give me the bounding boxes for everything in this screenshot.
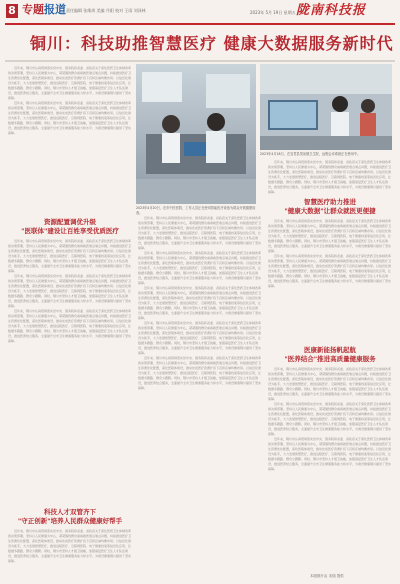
body-4b: 近年来，铜川市认真贯彻落实党中央、国务院和省委、省政府关于深化医药卫生体制改革的决策部署，坚持以人民健康为中心，紧紧围绕群众看病就医难点堵点问题，持续推进医疗卫生资源优化配置，深化医联体建设，推动优质医疗资源扩容下沉和区域均衡布局。以信息化建设为抓手，大力发展智慧医疗，推进远程医疗、互联网医院、电子健康档案等信息化应用，让数据多跑路、群众少跑腿。同时，铜川市坚持人才强卫战略，加强基层医疗卫生人才队伍建设，推进医养结合服务，全面提升全市卫生健康服务能力和水平，为建设健康铜川提供了坚实保障。 (268, 402, 392, 436)
body-2d: 近年来，铜川市认真贯彻落实党中央、国务院和省委、省政府关于深化医药卫生体制改革的决策部署，坚持以人民健康为中心，紧紧围绕群众看病就医难点堵点问题，持续推进医疗卫生资源优化配置，深化医联体建设，推动优质医疗资源扩容下沉和区域均衡布局。以信息化建设为抓手，大力发展智慧医疗，推进远程医疗、互联网医院、电子健康档案等信息化应用，让数据多跑路、群众少跑腿。同时，铜川市坚持人才强卫战略，加强基层医疗卫生人才队伍建设，推进医养结合服务，全面提升全市卫生健康服务能力和水平，为建设健康铜川提供了坚实保障。 (138, 321, 262, 355)
headline-rule (5, 60, 395, 62)
subhead-2: 智慧医疗助力推进 "健康大数据"让群众就医更便捷 (284, 198, 376, 215)
intro-column (8, 66, 132, 216)
clinic-photo (260, 64, 392, 150)
section-name: 专题 (22, 3, 44, 16)
body-1c: 近年来，铜川市认真贯彻落实党中央、国务院和省委、省政府关于深化医药卫生体制改革的决策部署，坚持以人民健康为中心，紧紧围绕群众看病就医难点堵点问题，持续推进医疗卫生资源优化配置，深化医联体建设，推动优质医疗资源扩容下沉和区域均衡布局。以信息化建设为抓手，大力发展智慧医疗，推进远程医疗、互联网医院、电子健康档案等信息化应用，让数据多跑路、群众少跑腿。同时，铜川市坚持人才强卫战略，加强基层医疗卫生人才队伍建设，推进医养结合服务，全面提升全市卫生健康服务能力和水平，为建设健康铜川提供了坚实保障。 (8, 309, 132, 343)
body-1b: 近年来，铜川市认真贯彻落实党中央、国务院和省委、省政府关于深化医药卫生体制改革的决策部署，坚持以人民健康为中心，紧紧围绕群众看病就医难点堵点问题，持续推进医疗卫生资源优化配置，深化医联体建设，推动优质医疗资源扩容下沉和区域均衡布局。以信息化建设为抓手，大力发展智慧医疗，推进远程医疗、互联网医院、电子健康档案等信息化应用，让数据多跑路、群众少跑腿。同时，铜川市坚持人才强卫战略，加强基层医疗卫生人才队伍建设，推进医养结合服务，全面提升全市卫生健康服务能力和水平，为建设健康铜川提供了坚实保障。 (8, 274, 132, 308)
body-1a: 近年来，铜川市认真贯彻落实党中央、国务院和省委、省政府关于深化医药卫生体制改革的决策部署，坚持以人民健康为中心，紧紧围绕群众看病就医难点堵点问题，持续推进医疗卫生资源优化配置，深化医联体建设，推动优质医疗资源扩容下沉和区域均衡布局。以信息化建设为抓手，大力发展智慧医疗，推进远程医疗、互联网医院、电子健康档案等信息化应用，让数据多跑路、群众少跑腿。同时，铜川市坚持人才强卫战略，加强基层医疗卫生人才队伍建设，推进医养结合服务，全面提升全市卫生健康服务能力和水平，为建设健康铜川提供了坚实保障。 (8, 239, 132, 273)
column-2 (138, 216, 262, 572)
page-number: 8 (6, 4, 18, 18)
column-1-bottom (8, 508, 132, 574)
column-1 (8, 218, 132, 508)
photo-caption-2: 2023年4月18日，在宜君县哭泉镇卫生院，远程会诊系统正在使用中。 (260, 152, 361, 156)
section-title (22, 3, 66, 17)
issue-date: 2023年 5月 19日 星期五 (250, 10, 296, 15)
subhead-4: 医康新能扬帆起航 "医养结合"推进高质量健康服务 (284, 346, 376, 363)
editor-info: 责任编辑 张维周 美编 丹阳 校对 王雨 刘泽林 (66, 8, 146, 13)
subhead-3: 科技人才双管齐下 "守正创新"培养人民群众健康好帮手 (17, 508, 123, 525)
masthead-bar (0, 0, 400, 22)
photo-caption-1: 2023年4月20日，在市中医医院，工作人员正在使用智能医疗设备为群众开展健康检查。 (136, 206, 256, 215)
body-2b: 近年来，铜川市认真贯彻落实党中央、国务院和省委、省政府关于深化医药卫生体制改革的决策部署，坚持以人民健康为中心，紧紧围绕群众看病就医难点堵点问题，持续推进医疗卫生资源优化配置，深化医联体建设，推动优质医疗资源扩容下沉和区域均衡布局。以信息化建设为抓手，大力发展智慧医疗，推进远程医疗、互联网医院、电子健康档案等信息化应用，让数据多跑路、群众少跑腿。同时，铜川市坚持人才强卫战略，加强基层医疗卫生人才队伍建设，推进医养结合服务，全面提升全市卫生健康服务能力和水平，为建设健康铜川提供了坚实保障。 (138, 251, 262, 285)
subhead-1: 资源配置调优升级 "医联体"建设让百姓享受优质医疗 (21, 218, 119, 235)
body-3-intro: 近年来，铜川市认真贯彻落实党中央、国务院和省委、省政府关于深化医药卫生体制改革的决策部署，坚持以人民健康为中心，紧紧围绕群众看病就医难点堵点问题，持续推进医疗卫生资源优化配置，深化医联体建设，推动优质医疗资源扩容下沉和区域均衡布局。以信息化建设为抓手，大力发展智慧医疗，推进远程医疗、互联网医院、电子健康档案等信息化应用，让数据多跑路、群众少跑腿。同时，铜川市坚持人才强卫战略，加强基层医疗卫生人才队伍建设，推进医养结合服务，全面提升全市卫生健康服务能力和水平，为建设健康铜川提供了坚实保障。 (268, 160, 392, 194)
header-rule (5, 23, 395, 25)
section-accent: 报道 (44, 3, 66, 16)
body-2c: 近年来，铜川市认真贯彻落实党中央、国务院和省委、省政府关于深化医药卫生体制改革的决策部署，坚持以人民健康为中心，紧紧围绕群众看病就医难点堵点问题，持续推进医疗卫生资源优化配置，深化医联体建设，推动优质医疗资源扩容下沉和区域均衡布局。以信息化建设为抓手，大力发展智慧医疗，推进远程医疗、互联网医院、电子健康档案等信息化应用，让数据多跑路、群众少跑腿。同时，铜川市坚持人才强卫战略，加强基层医疗卫生人才队伍建设，推进医养结合服务，全面提升全市卫生健康服务能力和水平，为建设健康铜川提供了坚实保障。 (138, 286, 262, 320)
body-3b: 近年来，铜川市认真贯彻落实党中央、国务院和省委、省政府关于深化医药卫生体制改革的决策部署，坚持以人民健康为中心，紧紧围绕群众看病就医难点堵点问题，持续推进医疗卫生资源优化配置，深化医联体建设，推动优质医疗资源扩容下沉和区域均衡布局。以信息化建设为抓手，大力发展智慧医疗，推进远程医疗、互联网医院、电子健康档案等信息化应用，让数据多跑路、群众少跑腿。同时，铜川市坚持人才强卫战略，加强基层医疗卫生人才队伍建设，推进医养结合服务，全面提升全市卫生健康服务能力和水平，为建设健康铜川提供了坚实保障。 (268, 219, 392, 253)
intro-text-2: 近年来，铜川市认真贯彻落实党中央、国务院和省委、省政府关于深化医药卫生体制改革的决策部署，坚持以人民健康为中心，紧紧围绕群众看病就医难点堵点问题，持续推进医疗卫生资源优化配置，深化医联体建设，推动优质医疗资源扩容下沉和区域均衡布局。以信息化建设为抓手，大力发展智慧医疗，推进远程医疗、互联网医院、电子健康档案等信息化应用，让数据多跑路、群众少跑腿。同时，铜川市坚持人才强卫战略，加强基层医疗卫生人才队伍建设，推进医养结合服务，全面提升全市卫生健康服务能力和水平，为建设健康铜川提供了坚实保障。 (8, 101, 132, 135)
body-2a: 近年来，铜川市认真贯彻落实党中央、国务院和省委、省政府关于深化医药卫生体制改革的决策部署，坚持以人民健康为中心，紧紧围绕群众看病就医难点堵点问题，持续推进医疗卫生资源优化配置，深化医联体建设，推动优质医疗资源扩容下沉和区域均衡布局。以信息化建设为抓手，大力发展智慧医疗，推进远程医疗、互联网医院、电子健康档案等信息化应用，让数据多跑路、群众少跑腿。同时，铜川市坚持人才强卫战略，加强基层医疗卫生人才队伍建设，推进医养结合服务，全面提升全市卫生健康服务能力和水平，为建设健康铜川提供了坚实保障。 (138, 216, 262, 250)
column-3 (268, 160, 392, 346)
body-3a: 近年来，铜川市认真贯彻落实党中央、国务院和省委、省政府关于深化医药卫生体制改革的决策部署，坚持以人民健康为中心，紧紧围绕群众看病就医难点堵点问题，持续推进医疗卫生资源优化配置，深化医联体建设，推动优质医疗资源扩容下沉和区域均衡布局。以信息化建设为抓手，大力发展智慧医疗，推进远程医疗、互联网医院、电子健康档案等信息化应用，让数据多跑路、群众少跑腿。同时，铜川市坚持人才强卫战略，加强基层医疗卫生人才队伍建设，推进医养结合服务，全面提升全市卫生健康服务能力和水平，为建设健康铜川提供了坚实保障。 (8, 529, 132, 563)
body-2e: 近年来，铜川市认真贯彻落实党中央、国务院和省委、省政府关于深化医药卫生体制改革的决策部署，坚持以人民健康为中心，紧紧围绕群众看病就医难点堵点问题，持续推进医疗卫生资源优化配置，深化医联体建设，推动优质医疗资源扩容下沉和区域均衡布局。以信息化建设为抓手，大力发展智慧医疗，推进远程医疗、互联网医院、电子健康档案等信息化应用，让数据多跑路、群众少跑腿。同时，铜川市坚持人才强卫战略，加强基层医疗卫生人才队伍建设，推进医养结合服务，全面提升全市卫生健康服务能力和水平，为建设健康铜川提供了坚实保障。 (138, 356, 262, 390)
headline: 铜川：科技助推智慧医疗 健康大数据服务新时代 (30, 34, 394, 53)
photo-credit: 本版图片由 宋瑞 提供 (310, 574, 344, 578)
intro-text: 近年来，铜川市认真贯彻落实党中央、国务院和省委、省政府关于深化医药卫生体制改革的决策部署，坚持以人民健康为中心，紧紧围绕群众看病就医难点堵点问题，持续推进医疗卫生资源优化配置，深化医联体建设，推动优质医疗资源扩容下沉和区域均衡布局。以信息化建设为抓手，大力发展智慧医疗，推进远程医疗、互联网医院、电子健康档案等信息化应用，让数据多跑路、群众少跑腿。同时，铜川市坚持人才强卫战略，加强基层医疗卫生人才队伍建设，推进医养结合服务，全面提升全市卫生健康服务能力和水平，为建设健康铜川提供了坚实保障。 (8, 66, 132, 100)
newspaper-masthead: 陇南科技报 (296, 3, 367, 18)
body-3c: 近年来，铜川市认真贯彻落实党中央、国务院和省委、省政府关于深化医药卫生体制改革的决策部署，坚持以人民健康为中心，紧紧围绕群众看病就医难点堵点问题，持续推进医疗卫生资源优化配置，深化医联体建设，推动优质医疗资源扩容下沉和区域均衡布局。以信息化建设为抓手，大力发展智慧医疗，推进远程医疗、互联网医院、电子健康档案等信息化应用，让数据多跑路、群众少跑腿。同时，铜川市坚持人才强卫战略，加强基层医疗卫生人才队伍建设，推进医养结合服务，全面提升全市卫生健康服务能力和水平，为建设健康铜川提供了坚实保障。 (268, 254, 392, 288)
body-4c: 近年来，铜川市认真贯彻落实党中央、国务院和省委、省政府关于深化医药卫生体制改革的决策部署，坚持以人民健康为中心，紧紧围绕群众看病就医难点堵点问题，持续推进医疗卫生资源优化配置，深化医联体建设，推动优质医疗资源扩容下沉和区域均衡布局。以信息化建设为抓手，大力发展智慧医疗，推进远程医疗、互联网医院、电子健康档案等信息化应用，让数据多跑路、群众少跑腿。同时，铜川市坚持人才强卫战略，加强基层医疗卫生人才队伍建设，推进医养结合服务，全面提升全市卫生健康服务能力和水平，为建设健康铜川提供了坚实保障。 (268, 437, 392, 471)
column-3-lower (268, 346, 392, 572)
body-4a: 近年来，铜川市认真贯彻落实党中央、国务院和省委、省政府关于深化医药卫生体制改革的决策部署，坚持以人民健康为中心，紧紧围绕群众看病就医难点堵点问题，持续推进医疗卫生资源优化配置，深化医联体建设，推动优质医疗资源扩容下沉和区域均衡布局。以信息化建设为抓手，大力发展智慧医疗，推进远程医疗、互联网医院、电子健康档案等信息化应用，让数据多跑路、群众少跑腿。同时，铜川市坚持人才强卫战略，加强基层医疗卫生人才队伍建设，推进医养结合服务，全面提升全市卫生健康服务能力和水平，为建设健康铜川提供了坚实保障。 (268, 367, 392, 401)
hospital-photo (136, 64, 256, 204)
